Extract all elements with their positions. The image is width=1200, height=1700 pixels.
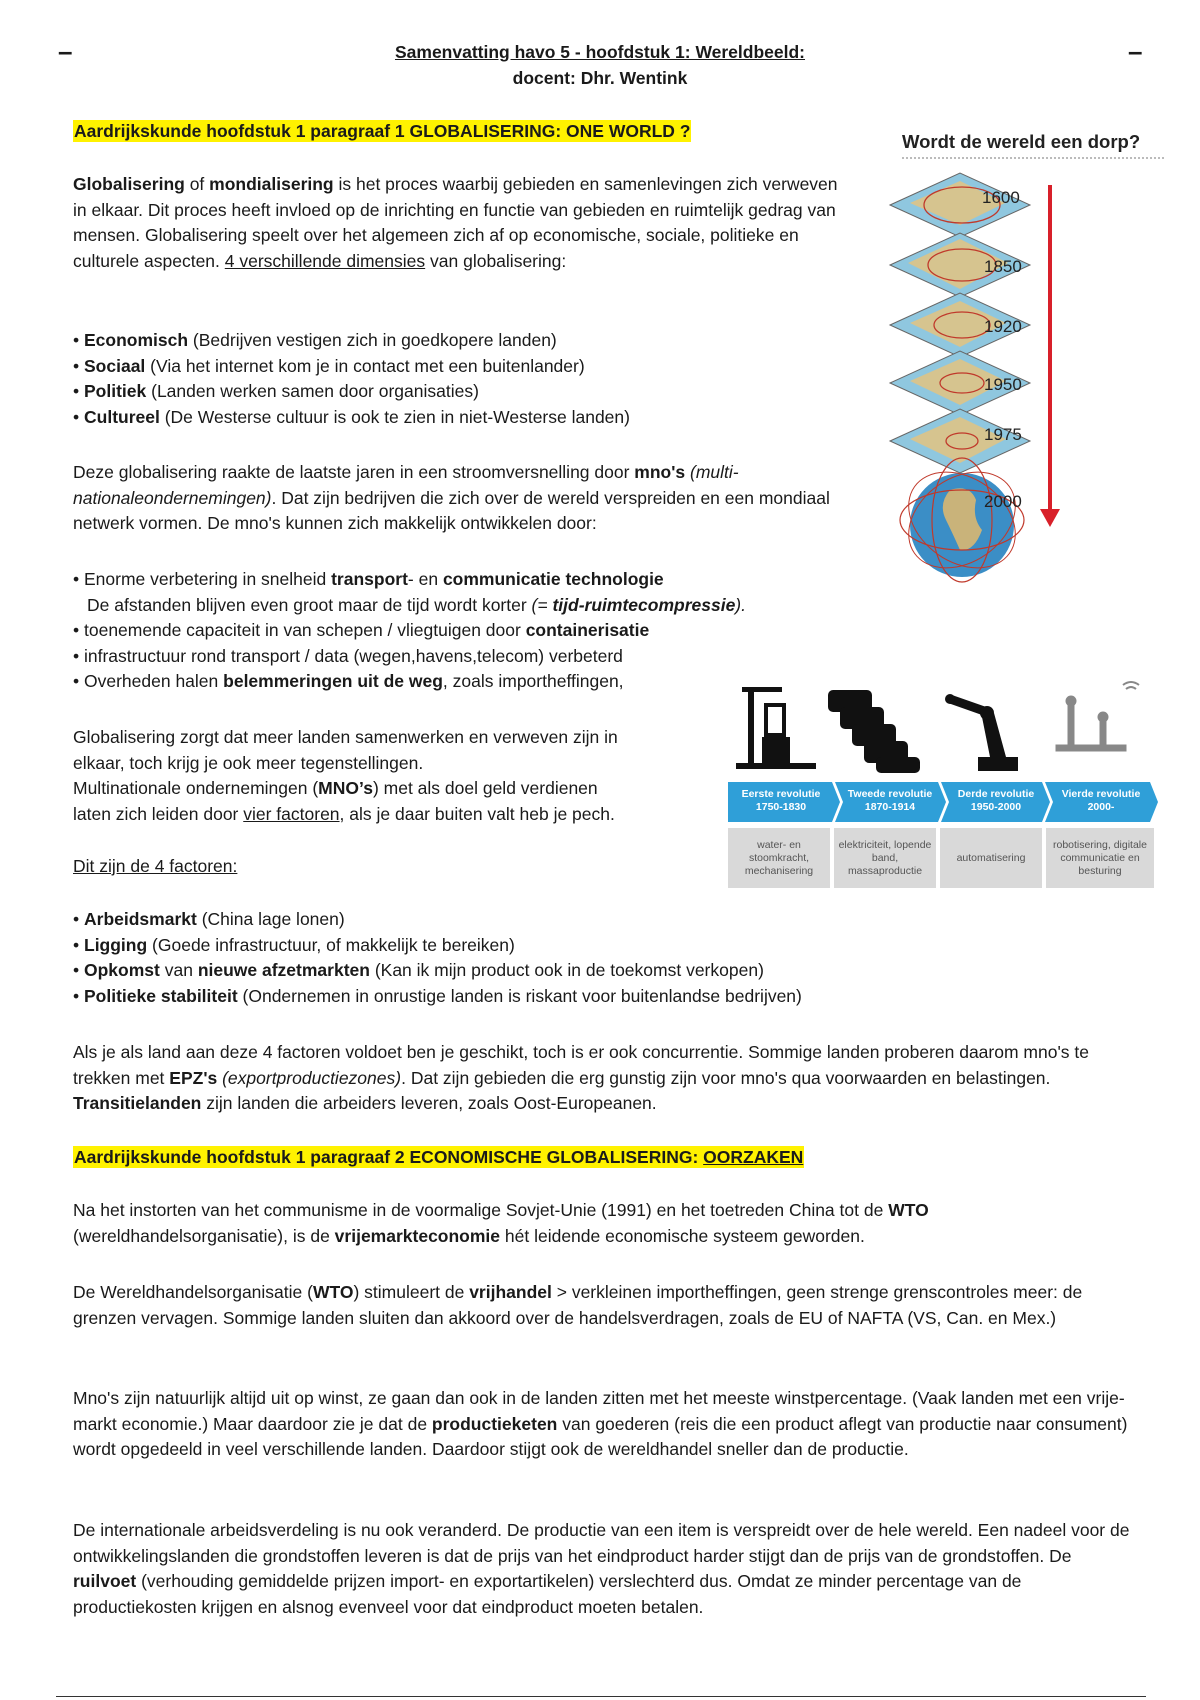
intro-paragraph: Globalisering of mondialisering is het proces waarbij gebieden en samenlevingen zich verweven in elkaar. Dit proces heeft invloed op de inrichting en functie van gebieden en ruimtelijk gedrag van mensen. Globalisering speelt over het algemeen zich af op economische, sociale, politieke en culturele aspecten. 4 verschillende dimensies van globalisering: bbox=[73, 174, 838, 271]
four-factors-heading: Dit zijn de 4 factoren: bbox=[73, 856, 238, 876]
wto-paragraph: Na het instorten van het communisme in de voormalige Sovjet-Unie (1991) en het toetreden China tot de WTO (wereldhandelsorganisatie), is de vrijemarkteconomie hét leidende economische systeem geworden. bbox=[73, 1200, 929, 1246]
revolution-4-label: Vierde revolutie 2000- bbox=[1061, 788, 1141, 813]
revolution-1-description: water- en stoomkracht, mechanisering bbox=[728, 828, 830, 888]
shrinking-world-figure bbox=[880, 125, 1170, 595]
list-item: • Sociaal (Via het internet kom je in contact met een buitenlander) bbox=[73, 355, 585, 376]
list-item: • Politiek (Landen werken samen door organisaties) bbox=[73, 381, 479, 401]
revolution-2-label: Tweede revolutie 1870-1914 bbox=[847, 788, 933, 813]
free-trade-paragraph: De Wereldhandelsorganisatie (WTO) stimuleert de vrijhandel > verkleinen importheffingen, geen strenge grenscontroles meer: de grenzen vervagen. Sommige landen sluiten dan akkoord over de handelsverdragen, zoals de EU of NAFTA (VS, Can. en Mex.) bbox=[73, 1282, 1083, 1328]
epz-paragraph: Als je als land aan deze 4 factoren voldoet ben je geschikt, toch is er ook concurrentie. Sommige landen proberen daarom mno's te trekken met EPZ's (exportproductiezones). Dat zijn gebieden die erg gunstig zijn voor mno's qua voorwaarden en belastingen. Transitielanden zijn landen die arbeiders leveren, zoals Oost-Europeanen. bbox=[73, 1042, 1090, 1113]
list-item: • Politieke stabiliteit (Ondernemen in onrustige landen is riskant voor buitenlandse bedrijven) bbox=[73, 985, 802, 1006]
revolution-icons bbox=[728, 665, 1158, 785]
revolution-1-label: Eerste revolutie 1750-1830 bbox=[741, 788, 821, 813]
list-item: • Overheden halen belemmeringen uit de weg, zoals importheffingen, bbox=[73, 671, 624, 691]
revolution-2-description: elektriciteit, lopende band, massaproductie bbox=[834, 828, 936, 888]
document-title: Samenvatting havo 5 - hoofdstuk 1: Wereldbeeld: bbox=[394, 42, 806, 62]
four-factors-list bbox=[73, 907, 973, 1009]
list-item: • toenemende capaciteit in van schepen / vliegtuigen door containerisatie bbox=[73, 620, 650, 640]
header-dash-left: – bbox=[58, 36, 73, 66]
list-item: • Ligging (Goede infrastructuur, of makkelijk te bereiken) bbox=[73, 934, 515, 955]
steam-engine-icon bbox=[736, 687, 816, 769]
section1-heading: Aardrijkskunde hoofdstuk 1 paragraaf 1 GLOBALISERING: ONE WORLD ? bbox=[74, 121, 691, 141]
revolution-3-label: Derde revolutie 1950-2000 bbox=[957, 788, 1035, 813]
connected-robots-icon bbox=[1056, 682, 1139, 751]
car-production-icon bbox=[828, 690, 920, 773]
revolution-4-description: robotisering, digitale communicatie en besturing bbox=[1046, 828, 1154, 888]
list-item-continuation: De afstanden blijven even groot maar de tijd wordt korter (= tijd-ruimtecompressie). bbox=[87, 594, 746, 615]
page-bottom-rule bbox=[56, 1696, 1146, 1697]
list-item: • Enorme verbetering in snelheid transport- en communicatie technologie bbox=[73, 569, 664, 589]
labour-division-paragraph: De internationale arbeidsverdeling is nu ook veranderd. De productie van een item is verspreidt over de hele wereld. Een nadeel voor de ontwikkelingslanden die grondstoffen leveren is dat de prijs van het eindproduct harder stijgt dan de prijs van de grondstoffen. De ruilvoet (verhouding gemiddelde prijzen import- en exportartikelen) verslechterd dus. Omdat ze minder percentage van de productiekosten krijgen en alsnog evenveel voor dat eindproduct moeten betalen. bbox=[73, 1520, 1130, 1617]
year-1850: 1850 bbox=[984, 257, 1022, 276]
year-1950: 1950 bbox=[984, 375, 1022, 394]
header-dash-right: – bbox=[1128, 36, 1143, 66]
year-2000: 2000 bbox=[984, 492, 1022, 511]
figure-title: Wordt de wereld een dorp? bbox=[902, 131, 1141, 152]
list-item: • infrastructuur rond transport / data (wegen,havens,telecom) verbeterd bbox=[73, 645, 623, 666]
section2-heading: Aardrijkskunde hoofdstuk 1 paragraaf 2 ECONOMISCHE GLOBALISERING: OORZAKEN bbox=[74, 1147, 804, 1167]
list-item: • Economisch (Bedrijven vestigen zich in goedkopere landen) bbox=[73, 330, 557, 350]
document-teacher: docent: Dhr. Wentink bbox=[512, 68, 688, 88]
year-1975: 1975 bbox=[984, 425, 1022, 444]
timeline-arrow bbox=[1040, 185, 1060, 527]
year-1920: 1920 bbox=[984, 317, 1022, 336]
robot-arm-icon bbox=[945, 694, 1018, 771]
revolution-3-description: automatisering bbox=[940, 828, 1042, 888]
list-item: • Opkomst van nieuwe afzetmarkten (Kan ik mijn product ook in de toekomst verkopen) bbox=[73, 960, 764, 980]
map-stack-illustration bbox=[880, 125, 1170, 595]
mno-paragraph: Deze globalisering raakte de laatste jaren in een stroomversnelling door mno's (multi-nationaleondernemingen). Dat zijn bedrijven die zich over de wereld verspreiden en een mondiaal netwerk vormen. De mno's kunnen zich makkelijk ontwikkelen door: bbox=[73, 462, 830, 533]
dimensions-list bbox=[73, 328, 833, 430]
year-1600: 1600 bbox=[982, 188, 1020, 207]
list-item: • Cultureel (De Westerse cultuur is ook te zien in niet-Westerse landen) bbox=[73, 406, 630, 427]
production-chain-paragraph: Mno's zijn natuurlijk altijd uit op winst, ze gaan dan ook in de landen zitten met het meeste winstpercentage. (Vaak landen met een vrije-markt economie.) Maar daardoor zie je dat de productieketen van goederen (reis die een product aflegt van productie naar consument) wordt opgedeeld in veel verschillende landen. Daardoor stijgt ook de wereldhandel sneller dan de productie. bbox=[73, 1388, 1128, 1459]
cooperation-paragraph: Globalisering zorgt dat meer landen samenwerken en verweven zijn in elkaar, toch krijg je ook meer tegenstellingen. Multinationale ondernemingen (MNO’s) met als doel geld verdienen laten zich leiden door vier factoren, als je daar buiten valt heb je pech. bbox=[73, 727, 618, 824]
industrial-revolutions-figure bbox=[728, 665, 1158, 890]
list-item: • Arbeidsmarkt (China lage lonen) bbox=[73, 909, 345, 929]
